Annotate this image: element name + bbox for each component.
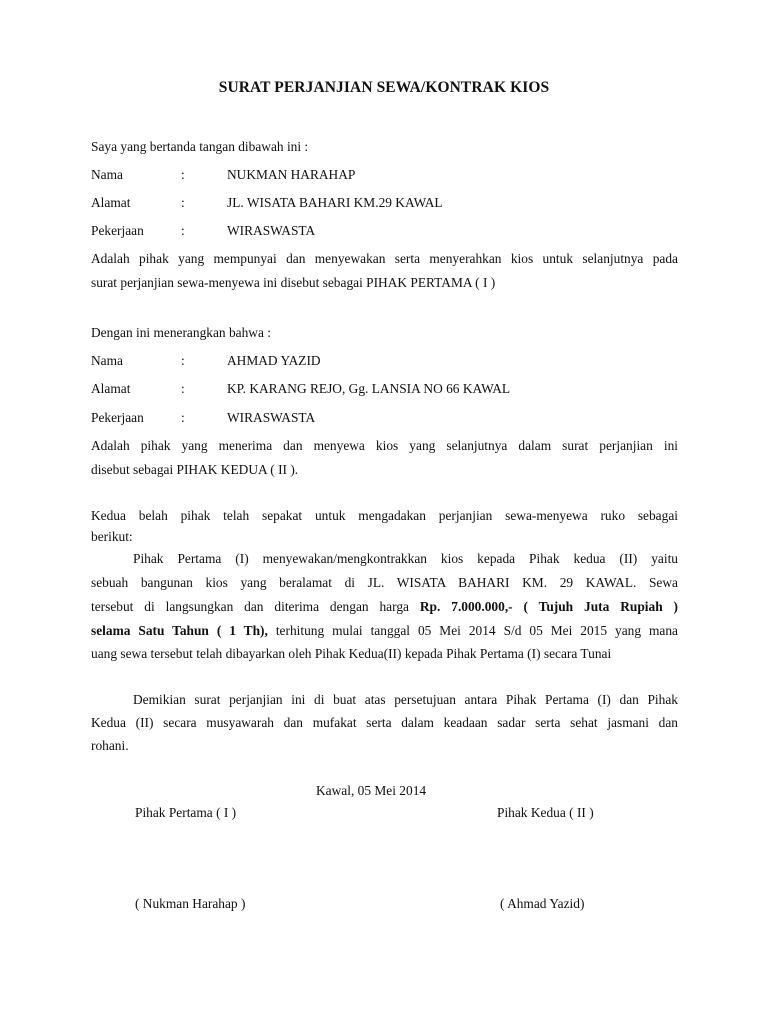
party2-name-value: AHMAD YAZID — [227, 353, 321, 368]
party2-name-colon: : — [181, 353, 185, 368]
document-title: SURAT PERJANJIAN SEWA/KONTRAK KIOS — [218, 79, 550, 96]
party2-address-colon: : — [181, 381, 185, 396]
party1-address-colon: : — [181, 195, 185, 210]
terms-line — [91, 624, 678, 637]
second-party-sign-title: Pihak Kedua ( II ) — [497, 805, 594, 820]
party2-address-label: Alamat — [91, 381, 131, 396]
intro-text: Saya yang bertanda tangan dibawah ini : — [91, 139, 309, 154]
party1-description-line: Adalah pihak yang mempunyai dan menyewakan serta menyerahkan kios untuk selanjutnya pada — [91, 251, 678, 266]
party1-address-value: JL. WISATA BAHARI KM.29 KAWAL — [227, 195, 443, 210]
closing-line: Demikian surat perjanjian ini di buat atas persetujuan antara Pihak Pertama (I) dan Pihak — [133, 692, 678, 707]
party1-name-colon: : — [181, 167, 185, 182]
statement-text: Dengan ini menerangkan bahwa : — [91, 325, 271, 340]
terms-line-text: terhitung mulai tanggal 05 Mei 2014 S/d 05 Mei 2015 yang mana — [275, 623, 678, 638]
terms-line: uang sewa tersebut telah dibayarkan oleh Pihak Kedua(II) kepada Pihak Pertama (I) secara Tunai — [91, 646, 612, 661]
terms-line — [91, 600, 678, 613]
party1-address-label: Alamat — [91, 195, 131, 210]
terms-line: Pihak Pertama (I) menyewakan/mengkontrakkan kios kepada Pihak kedua (II) yaitu — [133, 551, 678, 566]
terms-line: sebuah bangunan kios yang beralamat di JL. WISATA BAHARI KM. 29 KAWAL. Sewa — [91, 575, 678, 590]
party2-address-value: KP. KARANG REJO, Gg. LANSIA NO 66 KAWAL — [227, 381, 511, 396]
place-date: Kawal, 05 Mei 2014 — [316, 783, 427, 798]
closing-line: Kedua (II) secara musyawarah dan mufakat serta dalam keadaan sadar serta sehat jasmani dan — [91, 715, 678, 730]
party2-job-label: Pekerjaan — [91, 410, 144, 425]
terms-line-text: tersebut di langsungkan dan diterima dengan harga — [91, 599, 409, 614]
agreement-line: Kedua belah pihak telah sepakat untuk mengadakan perjanjian sewa-menyewa ruko sebagai — [91, 508, 678, 523]
party2-description-line: disebut sebagai PIHAK KEDUA ( II ). — [91, 462, 299, 477]
party2-name-label: Nama — [91, 353, 123, 368]
closing-line: rohani. — [91, 738, 129, 753]
agreement-line: berikut: — [91, 529, 133, 544]
party2-job-value: WIRASWASTA — [227, 410, 316, 425]
party1-name-value: NUKMAN HARAHAP — [227, 167, 356, 182]
rent-duration: selama Satu Tahun ( 1 Th), — [91, 623, 268, 638]
party2-job-colon: : — [181, 410, 185, 425]
first-party-sign-name: ( Nukman Harahap ) — [135, 896, 246, 911]
party1-job-colon: : — [181, 223, 185, 238]
party1-job-label: Pekerjaan — [91, 223, 144, 238]
party1-job-value: WIRASWASTA — [227, 223, 316, 238]
party1-name-label: Nama — [91, 167, 123, 182]
second-party-sign-name: ( Ahmad Yazid) — [500, 896, 585, 911]
rent-price: Rp. 7.000.000,- ( Tujuh Juta Rupiah ) — [419, 599, 678, 614]
party1-description-line: surat perjanjian sewa-menyewa ini disebut sebagai PIHAK PERTAMA ( I ) — [91, 275, 496, 290]
first-party-sign-title: Pihak Pertama ( I ) — [135, 805, 237, 820]
party2-description-line: Adalah pihak yang menerima dan menyewa kios yang selanjutnya dalam surat perjanjian ini — [91, 438, 678, 453]
